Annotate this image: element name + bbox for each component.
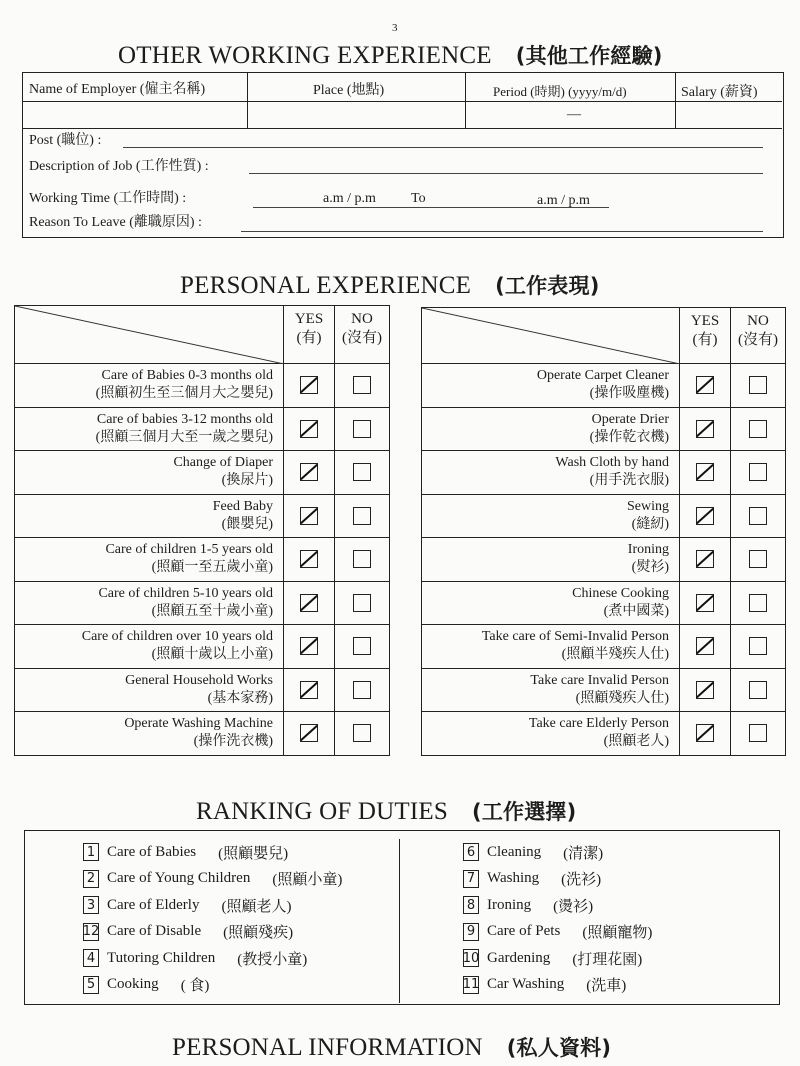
period-value: — — [567, 107, 581, 122]
ranking-label-en: Gardening — [487, 949, 551, 966]
no-cell — [335, 451, 390, 495]
diagonal-line — [15, 306, 284, 364]
experience-label-cell — [422, 407, 680, 451]
experience-label-zh: (照顧老人) — [603, 734, 669, 750]
experience-label-zh: (熨衫) — [631, 560, 669, 576]
yes-cell — [284, 407, 335, 451]
ranking-label-zh: (照顧小童) — [272, 872, 343, 888]
yes-cell — [284, 712, 335, 756]
ranking-label-zh: (照顧嬰兒) — [218, 845, 289, 862]
ranking-label-zh: ( 食) — [180, 978, 210, 994]
experience-table-left — [14, 305, 390, 756]
experience-label-en: Care of children 1-5 years old — [105, 542, 273, 558]
experience-label-zh: (用手洗衣服) — [589, 473, 669, 489]
yes-cell — [680, 494, 731, 538]
no-cell — [731, 451, 786, 495]
no-checkbox[interactable] — [749, 637, 767, 655]
experience-label-en: Take care Elderly Person — [528, 716, 669, 732]
yes-checkbox[interactable] — [300, 376, 318, 394]
experience-label-cell — [15, 494, 284, 538]
experience-label-cell — [422, 494, 680, 538]
experience-row — [422, 625, 786, 669]
place-header: Place (地點) — [313, 83, 385, 98]
experience-label-en: General Household Works — [125, 672, 273, 688]
experience-label-zh: (照顧十歲以上小童) — [151, 647, 273, 663]
experience-row — [15, 364, 390, 408]
ranking-item — [463, 974, 626, 996]
other-work-value-row — [23, 101, 782, 129]
experience-label-zh: (換尿片) — [221, 473, 273, 489]
experience-label-cell — [15, 668, 284, 712]
ranking-number-box[interactable]: 4 — [83, 949, 99, 967]
ranking-item — [463, 841, 603, 863]
experience-label-cell — [15, 581, 284, 625]
experience-label-cell — [422, 581, 680, 625]
no-checkbox[interactable] — [749, 550, 767, 568]
ranking-item — [83, 841, 288, 863]
experience-row — [422, 494, 786, 538]
ranking-number-box[interactable]: 5 — [83, 976, 99, 994]
col-divider — [247, 73, 248, 128]
experience-row — [15, 581, 390, 625]
ranking-number-box[interactable]: 9 — [463, 923, 479, 941]
no-checkbox[interactable] — [749, 420, 767, 438]
experience-label-en: Operate Drier — [591, 411, 669, 427]
experience-label-en: Wash Cloth by hand — [555, 455, 669, 471]
diagonal-line — [422, 308, 680, 364]
no-cell — [731, 407, 786, 451]
experience-row — [15, 668, 390, 712]
ranking-label-zh: (清潔) — [563, 845, 604, 862]
yes-checkbox[interactable] — [696, 550, 714, 568]
no-checkbox[interactable] — [749, 463, 767, 481]
post-label: Post (職位) : — [29, 133, 102, 148]
time-ampm-to: a.m / p.m — [537, 193, 590, 208]
no-cell — [335, 668, 390, 712]
time-to: To — [411, 191, 426, 206]
ranking-number-box[interactable]: 11 — [462, 977, 480, 992]
no-checkbox[interactable] — [749, 376, 767, 394]
experience-header-row — [15, 306, 390, 364]
no-cell — [335, 625, 390, 669]
personal-experience-title — [180, 270, 600, 300]
yes-cell — [284, 625, 335, 669]
reason-label: Reason To Leave (離職原因) : — [29, 215, 202, 230]
yes-cell — [680, 668, 731, 712]
ranking-item — [463, 894, 593, 916]
experience-row — [422, 451, 786, 495]
salary-header: Salary (薪資) — [681, 85, 758, 100]
no-cell — [335, 712, 390, 756]
ranking-number-box[interactable]: 1 — [83, 843, 99, 861]
yes-checkbox[interactable] — [696, 637, 714, 655]
yes-cell — [680, 364, 731, 408]
yes-cell — [680, 625, 731, 669]
yes-cell — [284, 581, 335, 625]
yes-checkbox[interactable] — [696, 594, 714, 612]
yes-cell — [680, 712, 731, 756]
experience-label-cell — [422, 364, 680, 408]
yes-cell — [284, 494, 335, 538]
ranking-label-en: Ironing — [487, 896, 532, 913]
ranking-title — [196, 796, 576, 826]
yes-checkbox[interactable] — [300, 550, 318, 568]
experience-label-zh: (照顧初生至三個月大之嬰兒) — [95, 386, 273, 402]
yes-header: YES (有) — [284, 306, 335, 364]
no-cell — [731, 625, 786, 669]
ranking-label-en: Care of Pets — [487, 923, 561, 939]
ranking-title-en: RANKING OF DUTIES — [196, 798, 449, 825]
experience-label-en: Sewing — [627, 498, 669, 514]
experience-label-cell — [422, 538, 680, 582]
experience-row — [15, 407, 390, 451]
no-checkbox[interactable] — [353, 637, 371, 655]
experience-label-en: Operate Carpet Cleaner — [536, 368, 669, 384]
ranking-label-zh: (教授小童) — [237, 951, 308, 968]
experience-table-right — [421, 307, 786, 756]
no-cell — [335, 364, 390, 408]
experience-label-en: Operate Washing Machine — [124, 716, 273, 732]
experience-label-cell — [422, 668, 680, 712]
experience-label-en: Care of children over 10 years old — [81, 629, 273, 645]
no-cell — [731, 538, 786, 582]
ranking-label-zh: (照顧殘疾) — [223, 925, 294, 941]
experience-label-zh: (照顧一至五歲小童) — [151, 560, 273, 576]
experience-label-zh: (操作吸塵機) — [589, 386, 669, 402]
ranking-number-box[interactable]: 7 — [463, 870, 479, 888]
ranking-label-en: Care of Disable — [107, 923, 202, 939]
yes-checkbox[interactable] — [300, 637, 318, 655]
experience-row — [15, 625, 390, 669]
col-divider — [465, 73, 466, 128]
yes-checkbox[interactable] — [696, 681, 714, 699]
experience-label-en: Change of Diaper — [173, 455, 273, 471]
experience-label-cell — [15, 538, 284, 582]
experience-label-en: Take care of Semi-Invalid Person — [481, 629, 669, 645]
experience-label-en: Care of children 5-10 years old — [98, 585, 273, 601]
no-checkbox[interactable] — [353, 376, 371, 394]
yes-checkbox[interactable] — [300, 724, 318, 742]
experience-label-cell — [15, 407, 284, 451]
experience-label-en: Chinese Cooking — [572, 585, 669, 601]
ranking-number-box[interactable]: 2 — [83, 870, 99, 888]
no-cell — [731, 668, 786, 712]
yes-checkbox[interactable] — [300, 420, 318, 438]
post-line[interactable] — [123, 147, 763, 148]
no-cell — [731, 581, 786, 625]
reason-line[interactable] — [241, 231, 763, 232]
experience-corner-cell — [15, 306, 284, 364]
yes-checkbox[interactable] — [300, 681, 318, 699]
ranking-item — [463, 921, 652, 943]
experience-label-en: Care of babies 3-12 months old — [96, 411, 273, 427]
description-label: Description of Job (工作性質) : — [29, 159, 209, 174]
ranking-label-zh: (照顧老人) — [221, 898, 292, 915]
no-cell — [335, 581, 390, 625]
yes-cell — [680, 538, 731, 582]
ranking-number-box[interactable]: 6 — [463, 843, 479, 861]
ranking-label-en: Tutoring Children — [107, 949, 216, 966]
experience-label-en: Feed Baby — [212, 498, 273, 514]
experience-row — [15, 494, 390, 538]
experience-label-en: Care of Babies 0-3 months old — [101, 368, 273, 384]
experience-row — [422, 407, 786, 451]
ranking-item — [83, 868, 342, 890]
ranking-label-zh: (燙衫) — [553, 898, 594, 915]
yes-checkbox[interactable] — [696, 463, 714, 481]
no-cell — [731, 712, 786, 756]
ranking-number-box[interactable]: 10 — [462, 950, 480, 966]
ranking-label-en: Cleaning — [487, 843, 542, 860]
ranking-label-en: Washing — [487, 870, 540, 886]
experience-label-cell — [422, 625, 680, 669]
experience-label-zh: (照顧三個月大至一歲之嬰兒) — [95, 429, 273, 445]
no-cell — [335, 538, 390, 582]
experience-label-zh: (照顧五至十歲小童) — [151, 603, 273, 619]
yes-checkbox[interactable] — [696, 507, 714, 525]
ranking-box — [24, 830, 780, 1005]
experience-row — [422, 581, 786, 625]
description-line[interactable] — [249, 173, 763, 174]
yes-checkbox[interactable] — [696, 724, 714, 742]
ranking-label-zh: (洗衫) — [561, 872, 602, 888]
experience-label-cell — [15, 451, 284, 495]
experience-label-zh: (煮中國菜) — [603, 603, 669, 619]
no-checkbox[interactable] — [353, 550, 371, 568]
experience-row — [15, 712, 390, 756]
no-cell — [731, 364, 786, 408]
ranking-item — [83, 894, 291, 916]
yes-cell — [284, 538, 335, 582]
experience-label-zh: (照顧半殘疾人仕) — [561, 647, 669, 663]
experience-row — [422, 364, 786, 408]
ranking-label-en: Cooking — [107, 976, 159, 992]
experience-label-zh: (基本家務) — [207, 690, 273, 706]
experience-label-zh: (縫紉) — [631, 516, 669, 532]
experience-label-cell — [422, 712, 680, 756]
no-checkbox[interactable] — [353, 463, 371, 481]
experience-header-row — [422, 308, 786, 364]
experience-row — [422, 538, 786, 582]
personal-info-title-zh: (私人資料) — [506, 1036, 612, 1060]
personal-info-title — [172, 1032, 611, 1062]
yes-cell — [284, 668, 335, 712]
no-checkbox[interactable] — [749, 681, 767, 699]
personal-experience-title-en: PERSONAL EXPERIENCE — [180, 272, 472, 299]
yes-checkbox[interactable] — [696, 376, 714, 394]
no-cell — [335, 407, 390, 451]
ranking-item — [83, 921, 293, 943]
no-cell — [731, 494, 786, 538]
experience-label-zh: (照顧殘疾人仕) — [575, 690, 669, 706]
experience-label-cell — [15, 364, 284, 408]
ranking-item — [83, 974, 209, 996]
ranking-item — [463, 868, 601, 890]
yes-header: YES (有) — [680, 308, 731, 364]
experience-label-cell — [422, 451, 680, 495]
other-work-title — [118, 40, 663, 70]
ranking-number-box[interactable]: 8 — [463, 896, 479, 914]
yes-cell — [680, 451, 731, 495]
yes-cell — [284, 364, 335, 408]
experience-label-en: Take care Invalid Person — [530, 672, 669, 688]
no-checkbox[interactable] — [749, 594, 767, 612]
ranking-number-box[interactable]: 3 — [83, 896, 99, 914]
ranking-label-en: Care of Young Children — [107, 870, 251, 886]
time-ampm-from: a.m / p.m — [323, 191, 376, 206]
other-work-box — [22, 72, 784, 238]
employer-header: Name of Employer (僱主名稱) — [29, 82, 206, 97]
ranking-label-en: Care of Babies — [107, 843, 197, 860]
no-checkbox[interactable] — [749, 724, 767, 742]
page-number: 3 — [392, 22, 398, 34]
yes-checkbox[interactable] — [696, 420, 714, 438]
personal-info-title-en: PERSONAL INFORMATION — [172, 1034, 483, 1061]
ranking-label-zh: (照顧寵物) — [582, 925, 653, 941]
experience-row — [15, 451, 390, 495]
ranking-label-en: Care of Elderly — [107, 896, 200, 913]
ranking-label-zh: (洗車) — [586, 978, 627, 994]
no-header: NO (沒有) — [731, 308, 786, 364]
yes-checkbox[interactable] — [300, 463, 318, 481]
no-checkbox[interactable] — [353, 724, 371, 742]
period-header: Period (時期) (yyyy/m/d) — [493, 84, 627, 99]
ranking-label-en: Car Washing — [487, 976, 565, 992]
col-divider — [675, 73, 676, 128]
experience-corner-cell — [422, 308, 680, 364]
yes-checkbox[interactable] — [300, 594, 318, 612]
no-checkbox[interactable] — [353, 420, 371, 438]
no-checkbox[interactable] — [353, 594, 371, 612]
personal-experience-title-zh: (工作表現) — [495, 274, 600, 298]
experience-label-cell — [15, 625, 284, 669]
experience-row — [15, 538, 390, 582]
no-checkbox[interactable] — [353, 681, 371, 699]
ranking-item — [83, 947, 307, 969]
yes-cell — [680, 581, 731, 625]
experience-label-en: Ironing — [627, 542, 669, 558]
working-time-label: Working Time (工作時間) : — [29, 191, 187, 206]
ranking-label-zh: (打理花園) — [572, 951, 643, 968]
experience-label-zh: (操作洗衣機) — [193, 734, 273, 750]
experience-label-zh: (餵嬰兒) — [221, 516, 273, 532]
yes-checkbox[interactable] — [300, 507, 318, 525]
no-checkbox[interactable] — [353, 507, 371, 525]
experience-label-cell — [15, 712, 284, 756]
experience-label-zh: (操作乾衣機) — [589, 429, 669, 445]
no-checkbox[interactable] — [749, 507, 767, 525]
ranking-divider — [399, 839, 400, 1003]
no-cell — [335, 494, 390, 538]
other-work-title-zh: (其他工作經驗) — [515, 44, 663, 68]
ranking-title-zh: (工作選擇) — [472, 800, 577, 824]
yes-cell — [284, 451, 335, 495]
yes-cell — [680, 407, 731, 451]
experience-row — [422, 712, 786, 756]
no-header: NO (沒有) — [335, 306, 390, 364]
ranking-number-box[interactable]: 12 — [82, 924, 100, 939]
ranking-item — [463, 947, 642, 969]
experience-row — [422, 668, 786, 712]
other-work-title-en: OTHER WORKING EXPERIENCE — [118, 42, 492, 69]
